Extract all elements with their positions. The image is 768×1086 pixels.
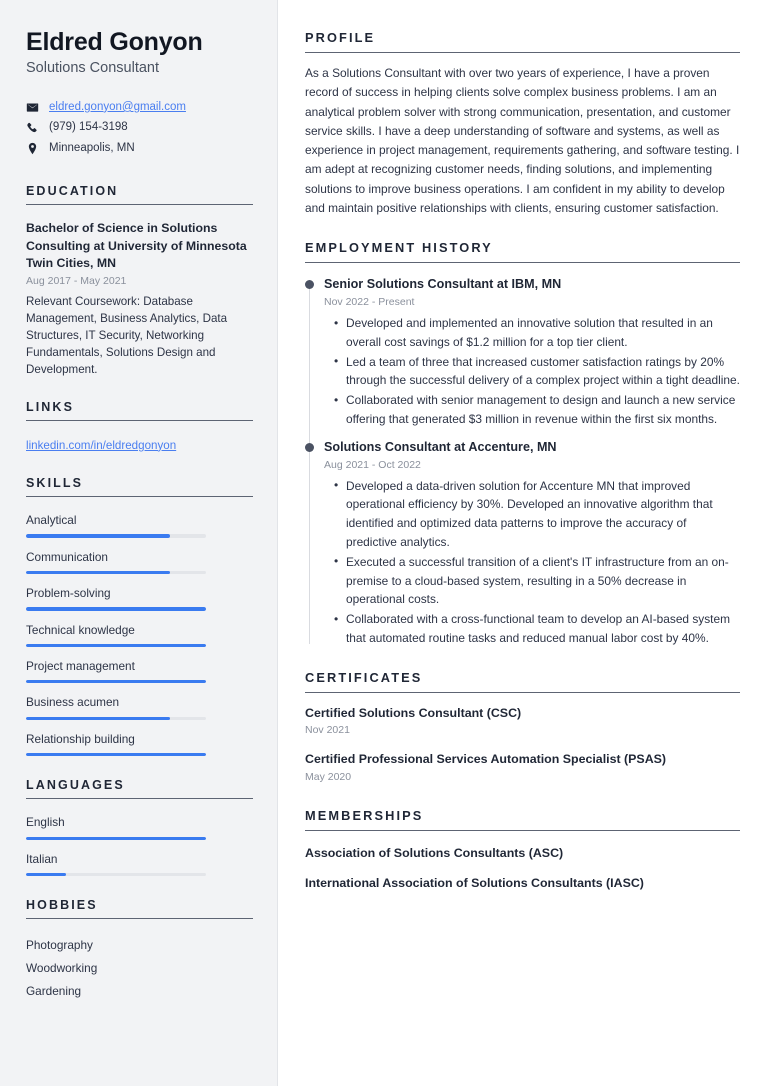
skill-item: [26, 731, 253, 756]
skill-item: [26, 549, 253, 574]
certificate-entry: [305, 705, 740, 739]
job-dates: Nov 2022 - Present: [324, 296, 415, 309]
skill-bar-fill: [26, 571, 170, 574]
envelope-icon: [26, 101, 41, 114]
job-title: Senior Solutions Consultant at IBM, MN: [324, 277, 562, 292]
education-body: [26, 210, 253, 377]
job-bullet: • Collaborated with a cross-functional team to develop an AI-based system that automated routine tasks and reduced manual labor cost by 40%.: [346, 610, 740, 648]
job-bullet: • Led a team of three that increased customer satisfaction ratings by 20% through the successful delivery of a complex project within a tight deadline.: [346, 353, 740, 391]
job-bullets: [324, 314, 740, 429]
contact-email-link[interactable]: eldred.gonyon@gmail.com: [49, 100, 186, 113]
education-description: Relevant Coursework: Database Management, Business Analytics, Data Structures, IT Security, Networking Fundamentals, Solutions Design and Development.: [26, 294, 228, 376]
hobby-item: Gardening: [26, 983, 82, 998]
section-skills: [26, 476, 253, 756]
skill-bar-fill: [26, 534, 170, 537]
section-memberships: [305, 808, 740, 892]
language-bar-fill: [26, 873, 66, 876]
education-heading: EDUCATION: [26, 184, 253, 205]
skill-bar-track: [26, 644, 206, 647]
job-bullets: [324, 477, 740, 648]
skill-label: Business acumen: [26, 695, 120, 710]
map-pin-icon: [26, 142, 41, 155]
section-certificates: [305, 670, 740, 786]
links-heading: LINKS: [26, 400, 253, 421]
skill-item: [26, 694, 253, 719]
hobbies-heading: HOBBIES: [26, 898, 253, 919]
skill-label: Technical knowledge: [26, 622, 135, 637]
hobby-item: Photography: [26, 938, 93, 953]
language-bar-track: [26, 873, 206, 876]
link-item-linkedin[interactable]: linkedin.com/in/eldredgonyon: [26, 438, 177, 452]
skill-bar-fill: [26, 717, 170, 720]
skill-label: Analytical: [26, 513, 77, 528]
employment-heading: EMPLOYMENT HISTORY: [305, 240, 740, 263]
skill-bar-track: [26, 717, 206, 720]
candidate-role: Solutions Consultant: [26, 60, 159, 76]
certificate-entry: [305, 751, 740, 785]
job-entry: [324, 439, 740, 648]
job-bullet: • Developed and implemented an innovative solution that resulted in an overall cost savings of $1.2 million for a top tier client.: [346, 314, 740, 352]
contact-list: [26, 100, 253, 157]
skill-item: [26, 585, 253, 610]
languages-body: [26, 804, 253, 876]
language-bar-fill: [26, 837, 206, 840]
education-degree: Bachelor of Science in Solutions Consulting at University of Minnesota Twin Cities, MN: [26, 221, 247, 271]
job-dates: Aug 2021 - Oct 2022: [324, 458, 421, 471]
employment-timeline: [305, 276, 740, 647]
skill-bar-fill: [26, 680, 206, 683]
hobby-item: Woodworking: [26, 961, 98, 976]
job-bullet: • Developed a data-driven solution for Accenture MN that improved operational efficiency by 30%. Developed an innovative algorithm that identified and optimized data patterns to improve the accuracy of predictive analytics.: [346, 477, 740, 552]
job-bullet: • Collaborated with senior management to design and launch a new service offering that generated $3 million in revenue within the first six months.: [346, 391, 740, 429]
language-bar-track: [26, 837, 206, 840]
section-profile: [305, 30, 740, 218]
contact-phone-text: (979) 154-3198: [49, 121, 128, 134]
links-body: [26, 426, 253, 454]
skill-label: Relationship building: [26, 731, 135, 746]
skill-bar-fill: [26, 644, 206, 647]
skill-bar-track: [26, 753, 206, 756]
section-employment: [305, 240, 740, 647]
phone-icon: [26, 122, 41, 135]
languages-heading: LANGUAGES: [26, 778, 253, 799]
language-label: Italian: [26, 851, 58, 866]
contact-email[interactable]: [26, 100, 253, 116]
timeline-dot-icon: [305, 443, 314, 452]
skill-label: Communication: [26, 549, 108, 564]
skill-label: Problem-solving: [26, 586, 111, 601]
candidate-name: Eldred Gonyon: [26, 28, 203, 56]
contact-location-text: Minneapolis, MN: [49, 141, 135, 154]
main-column: [278, 0, 768, 1086]
contact-location: [26, 141, 253, 157]
skill-item: [26, 512, 253, 537]
profile-text: As a Solutions Consultant with over two years of experience, I have a proven record of success in helping clients solve complex business problems. I am an analytical problem solver with strong communication, presentation, and customer service skills. I have a deep understanding of software and systems, as well as experience in project management, requirements gathering, and software testing. I am adept at recognizing customer needs, finding solutions, and implementing solutions to improve business operations. I am confident in my ability to develop and maintain positive relationships with clients, ensuring customer satisfaction.: [305, 66, 740, 215]
job-bullet: • Executed a successful transition of a client's IT infrastructure from an on-premise to a cloud-based system, resulting in a 50% decrease in operational costs.: [346, 553, 740, 609]
skill-bar-track: [26, 680, 206, 683]
profile-heading: PROFILE: [305, 30, 740, 53]
job-entry: [324, 276, 740, 429]
language-label: English: [26, 815, 65, 830]
section-languages: [26, 778, 253, 876]
memberships-heading: MEMBERSHIPS: [305, 808, 740, 831]
sidebar: [0, 0, 278, 1086]
skills-heading: SKILLS: [26, 476, 253, 497]
certificate-date: May 2020: [305, 770, 352, 783]
section-links: [26, 400, 253, 454]
timeline-dot-icon: [305, 280, 314, 289]
skill-bar-track: [26, 571, 206, 574]
education-dates: Aug 2017 - May 2021: [26, 274, 127, 287]
language-item: [26, 814, 253, 839]
skill-bar-track: [26, 534, 206, 537]
language-item: [26, 851, 253, 876]
skill-item: [26, 658, 253, 683]
certificate-title: Certified Professional Services Automation Specialist (PSAS): [305, 752, 667, 767]
membership-item: International Association of Solutions Consultants (IASC): [305, 876, 644, 891]
hobbies-body: [26, 924, 253, 1002]
section-education: [26, 184, 253, 377]
job-title: Solutions Consultant at Accenture, MN: [324, 439, 557, 454]
certificate-date: Nov 2021: [305, 724, 350, 737]
contact-phone: [26, 120, 253, 136]
skills-body: [26, 502, 253, 756]
section-hobbies: [26, 898, 253, 1002]
skill-label: Project management: [26, 658, 135, 673]
skill-bar-track: [26, 607, 206, 610]
skill-item: [26, 622, 253, 647]
certificates-heading: CERTIFICATES: [305, 670, 740, 693]
membership-item: Association of Solutions Consultants (ASC): [305, 845, 564, 860]
skill-bar-fill: [26, 753, 206, 756]
certificate-title: Certified Solutions Consultant (CSC): [305, 705, 522, 720]
skill-bar-fill: [26, 607, 206, 610]
